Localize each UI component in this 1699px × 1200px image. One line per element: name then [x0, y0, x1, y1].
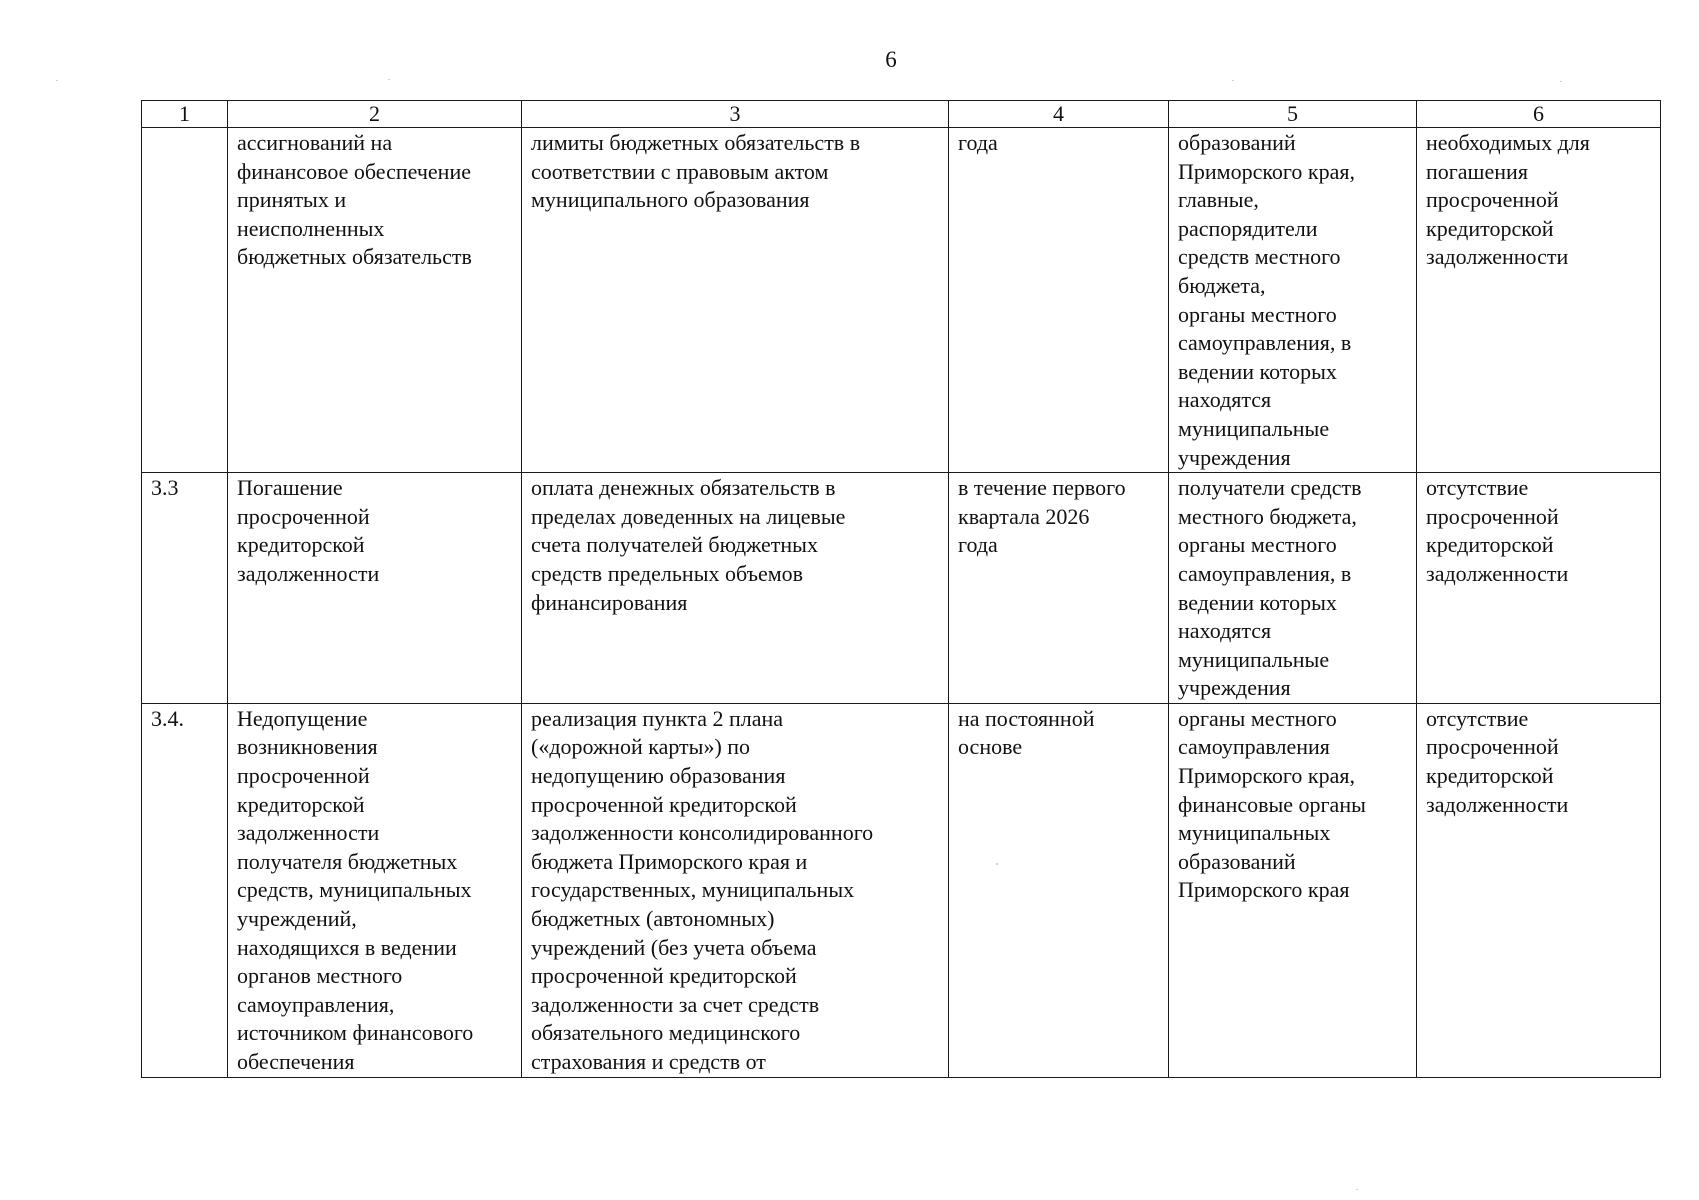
scan-speck — [1232, 80, 1234, 81]
header-col-5: 5 — [1169, 101, 1417, 128]
cell-measure — [228, 128, 522, 473]
cell-text: Недопущение возникновения просроченной кредиторской задолженности получателя бюджетных средств, муниципальных учреждений, находящихся в ведении органов местного самоуправления, источником финансового обеспечения — [237, 705, 474, 1074]
measures-table — [141, 100, 1661, 1078]
cell-responsible — [1169, 703, 1417, 1077]
cell-text: ассигнований на финансовое обеспечение принятых и неисполненных бюджетных обязательств — [237, 130, 472, 270]
cell-deadline — [949, 703, 1169, 1077]
cell-result — [1417, 128, 1661, 473]
cell-result — [1417, 473, 1661, 704]
cell-mechanism — [522, 473, 949, 704]
scan-speck — [996, 863, 998, 865]
cell-text: реализация пункта 2 плана («дорожной карты») по недопущению образования просроченной кредиторской задолженности консолидированного бюджета Приморского края и государственных, муниципальных бюджетных (автономных) учреждений (без учета объема просроченной кредиторской задолженности за счет средств обязательного медицинского страхования и средств от — [531, 705, 874, 1074]
cell-text: года — [958, 130, 998, 155]
table-row — [142, 703, 1661, 1077]
table-row — [142, 473, 1661, 704]
cell-text: отсутствие просроченной кредиторской задолженности — [1426, 475, 1569, 586]
cell-number — [142, 473, 228, 704]
cell-measure — [228, 703, 522, 1077]
header-col-2: 2 — [228, 101, 522, 128]
table-header-row — [142, 101, 1661, 128]
header-col-4: 4 — [949, 101, 1169, 128]
scan-speck — [56, 80, 58, 81]
cell-text: Погашение просроченной кредиторской задолженности — [237, 475, 380, 586]
cell-mechanism — [522, 703, 949, 1077]
cell-responsible — [1169, 128, 1417, 473]
cell-text: на постоянной основе — [958, 705, 1095, 760]
cell-result — [1417, 703, 1661, 1077]
cell-text: необходимых для погашения просроченной кредиторской задолженности — [1426, 130, 1590, 270]
header-col-1: 1 — [142, 101, 228, 128]
cell-text: отсутствие просроченной кредиторской задолженности — [1426, 705, 1569, 817]
cell-text: 3.3 — [151, 475, 179, 501]
header-col-3: 3 — [522, 101, 949, 128]
scan-speck — [388, 79, 390, 80]
cell-text: лимиты бюджетных обязательств в соответствии с правовым актом муниципального образования — [531, 130, 861, 213]
cell-text: образований Приморского края, главные, распорядители средств местного бюджета, органы местного самоуправления, в ведении которых находятся муниципальные учреждения — [1178, 130, 1355, 470]
cell-deadline — [949, 128, 1169, 473]
table-row — [142, 128, 1661, 473]
cell-text: 3.4. — [151, 705, 184, 731]
cell-text: получатели средств местного бюджета, органы местного самоуправления, в ведении которых находятся муниципальные учреждения — [1178, 475, 1362, 701]
cell-mechanism — [522, 128, 949, 473]
scan-speck — [1560, 81, 1562, 82]
cell-number — [142, 128, 228, 473]
scan-speck — [1356, 1189, 1358, 1190]
cell-measure — [228, 473, 522, 704]
cell-number — [142, 703, 228, 1077]
cell-text: оплата денежных обязательств в пределах доведенных на лицевые счета получателей бюджетных средств предельных объемов финансирования — [531, 475, 846, 615]
cell-responsible — [1169, 473, 1417, 704]
cell-text: в течение первого квартала 2026 года — [958, 475, 1126, 558]
header-col-6: 6 — [1417, 101, 1661, 128]
cell-text: органы местного самоуправления Приморского края, финансовые органы муниципальных образований Приморского края — [1178, 705, 1366, 903]
page-number: 6 — [885, 47, 897, 72]
cell-deadline — [949, 473, 1169, 704]
